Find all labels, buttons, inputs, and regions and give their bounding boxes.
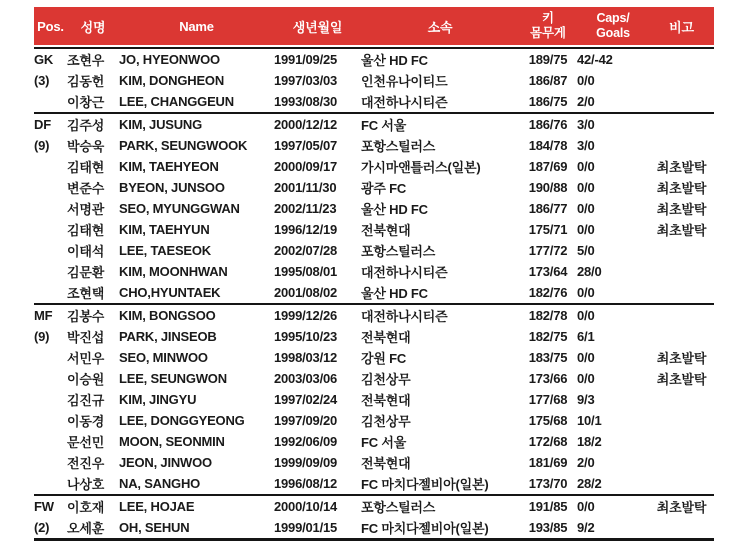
player-remark bbox=[649, 91, 714, 112]
player-name-ko: 조현우 bbox=[67, 47, 119, 70]
player-name-en: MOON, SEONMIN bbox=[119, 434, 225, 449]
player-caps-goals: 0/0 bbox=[577, 371, 595, 386]
player-name-ko: 전진우 bbox=[67, 456, 105, 471]
header-goals-line: Goals bbox=[596, 26, 630, 40]
player-birthdate: 2003/03/06 bbox=[274, 371, 338, 386]
header-birthdate: 생년월일 bbox=[274, 7, 361, 45]
section-code: GK bbox=[34, 47, 67, 70]
player-height-weight: 177/72 bbox=[528, 243, 568, 258]
section-count: (2) bbox=[34, 517, 67, 541]
table-row bbox=[34, 473, 714, 494]
player-height-weight: 187/69 bbox=[528, 159, 568, 174]
player-name-ko: 박승욱 bbox=[67, 139, 105, 154]
player-caps-goals: 2/0 bbox=[577, 455, 595, 470]
player-name-en: JO, HYEONWOO bbox=[119, 47, 274, 70]
player-height-weight: 184/78 bbox=[528, 138, 568, 153]
table-row bbox=[34, 517, 714, 541]
player-name-ko: 김주성 bbox=[67, 112, 119, 135]
pos-cell bbox=[34, 347, 67, 368]
player-remark bbox=[649, 70, 714, 91]
player-name-en: KIM, TAEHYUN bbox=[119, 222, 210, 237]
table-row bbox=[34, 261, 714, 282]
player-name-ko: 나상호 bbox=[67, 477, 105, 492]
table-row bbox=[34, 368, 714, 389]
player-remark: 최초발탁 bbox=[656, 202, 707, 217]
player-caps-goals: 0/0 bbox=[577, 180, 595, 195]
pos-cell bbox=[34, 368, 67, 389]
player-club: 김천상무 bbox=[361, 414, 411, 429]
player-caps-goals: 6/1 bbox=[577, 329, 595, 344]
player-club: 울산 HD FC bbox=[361, 286, 428, 301]
player-caps-goals: 0/0 bbox=[577, 159, 595, 174]
table-row bbox=[34, 410, 714, 431]
player-name-en: SEO, MINWOO bbox=[119, 350, 208, 365]
player-remark: 최초발탁 bbox=[649, 494, 714, 517]
player-name-ko: 김태현 bbox=[67, 223, 105, 238]
player-remark bbox=[649, 112, 714, 135]
header-club: 소속 bbox=[361, 7, 519, 45]
section-count: (9) bbox=[34, 329, 50, 344]
player-caps-goals: 28/0 bbox=[577, 264, 602, 279]
section-code: DF bbox=[34, 112, 67, 135]
player-club: 포항스틸러스 bbox=[361, 139, 436, 154]
player-club: 울산 HD FC bbox=[361, 202, 428, 217]
player-club: 전북현대 bbox=[361, 223, 411, 238]
player-name-en: PARK, SEUNGWOOK bbox=[119, 138, 248, 153]
table-row bbox=[34, 282, 714, 303]
player-remark: 최초발탁 bbox=[656, 223, 707, 238]
player-height-weight: 181/69 bbox=[528, 455, 568, 470]
player-name-ko: 문선민 bbox=[67, 435, 105, 450]
player-birthdate: 1995/10/23 bbox=[274, 329, 338, 344]
table-row bbox=[34, 494, 714, 517]
player-name-en: PARK, JINSEOB bbox=[119, 329, 217, 344]
pos-cell bbox=[34, 177, 67, 198]
player-birthdate: 2001/08/02 bbox=[274, 285, 338, 300]
player-club: FC 마치다젤비아(일본) bbox=[361, 477, 489, 492]
player-height-weight: 173/64 bbox=[528, 264, 568, 279]
section-code: MF bbox=[34, 303, 67, 326]
table-row bbox=[34, 431, 714, 452]
player-birthdate: 1999/01/15 bbox=[274, 517, 361, 541]
header-name-en: Name bbox=[119, 7, 274, 45]
player-club: FC 서울 bbox=[361, 435, 407, 450]
player-height-weight: 193/85 bbox=[519, 517, 577, 541]
player-height-weight: 177/68 bbox=[528, 392, 568, 407]
squad-roster-table-container bbox=[34, 7, 714, 541]
player-name-en: LEE, TAESEOK bbox=[119, 243, 211, 258]
player-club: 대전하나시티즌 bbox=[361, 265, 448, 280]
roster-body bbox=[34, 45, 714, 541]
player-club: 전북현대 bbox=[361, 393, 411, 408]
player-name-en: CHO,HYUNTAEK bbox=[119, 285, 221, 300]
player-height-weight: 191/85 bbox=[519, 494, 577, 517]
player-height-weight: 186/77 bbox=[528, 201, 568, 216]
player-caps-goals: 0/0 bbox=[577, 285, 595, 300]
player-name-en: KIM, BONGSOO bbox=[119, 303, 274, 326]
table-row bbox=[34, 70, 714, 91]
player-height-weight: 186/87 bbox=[528, 73, 568, 88]
player-caps-goals: 3/0 bbox=[577, 138, 595, 153]
player-birthdate: 1991/09/25 bbox=[274, 47, 361, 70]
player-remark: 최초발탁 bbox=[656, 181, 707, 196]
player-birthdate: 1998/03/12 bbox=[274, 350, 338, 365]
table-row bbox=[34, 240, 714, 261]
player-birthdate: 1995/08/01 bbox=[274, 264, 338, 279]
player-club: 대전하나시티즌 bbox=[361, 303, 519, 326]
player-height-weight: 182/75 bbox=[528, 329, 568, 344]
player-remark bbox=[649, 47, 714, 70]
table-row bbox=[34, 156, 714, 177]
pos-cell bbox=[34, 91, 67, 112]
section-count: (9) bbox=[34, 138, 50, 153]
pos-cell bbox=[34, 198, 67, 219]
player-name-en: KIM, TAEHYEON bbox=[119, 159, 219, 174]
section-count: (3) bbox=[34, 73, 50, 88]
player-height-weight: 182/76 bbox=[528, 285, 568, 300]
player-remark: 최초발탁 bbox=[656, 160, 707, 175]
player-name-en: LEE, SEUNGWON bbox=[119, 371, 227, 386]
player-height-weight: 189/75 bbox=[519, 47, 577, 70]
player-name-ko: 이호재 bbox=[67, 494, 119, 517]
header-name-ko: 성명 bbox=[67, 7, 119, 45]
player-remark bbox=[649, 303, 714, 326]
player-height-weight: 175/71 bbox=[528, 222, 568, 237]
player-caps-goals: 9/3 bbox=[577, 392, 595, 407]
player-remark bbox=[649, 410, 714, 431]
player-remark bbox=[649, 452, 714, 473]
player-caps-goals: 42/-42 bbox=[577, 47, 649, 70]
player-remark bbox=[649, 517, 714, 541]
player-remark bbox=[649, 261, 714, 282]
player-birthdate: 2000/10/14 bbox=[274, 494, 361, 517]
player-club: 전북현대 bbox=[361, 456, 411, 471]
player-name-ko: 김문환 bbox=[67, 265, 105, 280]
player-birthdate: 1997/05/07 bbox=[274, 138, 338, 153]
table-header-row bbox=[34, 7, 714, 45]
player-caps-goals: 2/0 bbox=[577, 94, 595, 109]
player-club: 전북현대 bbox=[361, 330, 411, 345]
player-name-ko: 오세훈 bbox=[67, 517, 119, 541]
player-caps-goals: 0/0 bbox=[577, 303, 649, 326]
header-weight-line: 몸무게 bbox=[530, 26, 566, 40]
header-height-weight bbox=[519, 7, 577, 45]
section-code: FW bbox=[34, 494, 67, 517]
table-row bbox=[34, 112, 714, 135]
header-caps-line: Caps/ bbox=[596, 11, 630, 25]
player-name-en: OH, SEHUN bbox=[119, 517, 274, 541]
player-name-en: KIM, JINGYU bbox=[119, 392, 197, 407]
player-club: FC 서울 bbox=[361, 112, 519, 135]
player-caps-goals: 18/2 bbox=[577, 434, 602, 449]
player-remark: 최초발탁 bbox=[656, 351, 707, 366]
table-row bbox=[34, 47, 714, 70]
pos-cell bbox=[34, 473, 67, 494]
player-remark bbox=[649, 282, 714, 303]
player-club: FC 마치다젤비아(일본) bbox=[361, 517, 519, 541]
table-row bbox=[34, 91, 714, 112]
player-caps-goals: 9/2 bbox=[577, 517, 649, 541]
player-remark bbox=[649, 326, 714, 347]
player-height-weight: 173/70 bbox=[528, 476, 568, 491]
player-name-ko: 서민우 bbox=[67, 351, 105, 366]
header-caps-goals bbox=[577, 7, 649, 45]
player-height-weight: 186/76 bbox=[519, 112, 577, 135]
pos-cell bbox=[34, 156, 67, 177]
pos-cell bbox=[34, 452, 67, 473]
table-row bbox=[34, 198, 714, 219]
player-name-ko: 조현택 bbox=[67, 286, 105, 301]
header-pos: Pos. bbox=[34, 7, 67, 45]
player-birthdate: 1999/09/09 bbox=[274, 455, 338, 470]
player-birthdate: 1992/06/09 bbox=[274, 434, 338, 449]
player-name-en: NA, SANGHO bbox=[119, 476, 201, 491]
player-name-en: JEON, JINWOO bbox=[119, 455, 212, 470]
player-name-ko: 이승원 bbox=[67, 372, 105, 387]
player-caps-goals: 0/0 bbox=[577, 73, 595, 88]
player-birthdate: 1993/08/30 bbox=[274, 94, 338, 109]
player-remark bbox=[649, 240, 714, 261]
player-caps-goals: 3/0 bbox=[577, 112, 649, 135]
player-name-ko: 김봉수 bbox=[67, 303, 119, 326]
pos-cell bbox=[34, 261, 67, 282]
player-birthdate: 1997/09/20 bbox=[274, 413, 338, 428]
pos-cell bbox=[34, 389, 67, 410]
player-club: 가시마앤틀러스(일본) bbox=[361, 160, 481, 175]
player-remark bbox=[649, 135, 714, 156]
player-birthdate: 1996/12/19 bbox=[274, 222, 338, 237]
player-name-en: KIM, DONGHEON bbox=[119, 73, 225, 88]
squad-roster-table bbox=[34, 7, 714, 541]
player-birthdate: 2000/09/17 bbox=[274, 159, 338, 174]
table-row bbox=[34, 303, 714, 326]
player-club: 대전하나시티즌 bbox=[361, 95, 448, 110]
player-club: 김천상무 bbox=[361, 372, 411, 387]
player-height-weight: 175/68 bbox=[528, 413, 568, 428]
player-birthdate: 2002/07/28 bbox=[274, 243, 338, 258]
player-name-en: KIM, JUSUNG bbox=[119, 112, 274, 135]
player-name-ko: 이동경 bbox=[67, 414, 105, 429]
player-club: 강원 FC bbox=[361, 351, 407, 366]
player-birthdate: 1996/08/12 bbox=[274, 476, 338, 491]
player-birthdate: 2001/11/30 bbox=[274, 180, 337, 195]
table-row bbox=[34, 177, 714, 198]
player-name-ko: 서명관 bbox=[67, 202, 105, 217]
pos-cell bbox=[34, 240, 67, 261]
player-birthdate: 1999/12/26 bbox=[274, 303, 361, 326]
player-name-ko: 이태석 bbox=[67, 244, 105, 259]
player-birthdate: 1997/03/03 bbox=[274, 73, 338, 88]
table-row bbox=[34, 389, 714, 410]
header-remark: 비고 bbox=[649, 7, 714, 45]
player-caps-goals: 0/0 bbox=[577, 222, 595, 237]
player-club: 인천유나이티드 bbox=[361, 74, 448, 89]
player-caps-goals: 0/0 bbox=[577, 494, 649, 517]
player-name-ko: 박진섭 bbox=[67, 330, 105, 345]
player-height-weight: 183/75 bbox=[528, 350, 568, 365]
player-name-ko: 이창근 bbox=[67, 95, 105, 110]
table-row bbox=[34, 135, 714, 156]
table-row bbox=[34, 347, 714, 368]
player-height-weight: 172/68 bbox=[528, 434, 568, 449]
player-club: 광주 FC bbox=[361, 181, 407, 196]
pos-cell bbox=[34, 410, 67, 431]
player-remark bbox=[649, 431, 714, 452]
player-name-en: SEO, MYUNGGWAN bbox=[119, 201, 240, 216]
player-club: 포항스틸러스 bbox=[361, 494, 519, 517]
player-height-weight: 173/66 bbox=[528, 371, 568, 386]
pos-cell bbox=[34, 282, 67, 303]
player-remark: 최초발탁 bbox=[656, 372, 707, 387]
player-name-ko: 김진규 bbox=[67, 393, 105, 408]
player-name-ko: 변준수 bbox=[67, 181, 105, 196]
player-height-weight: 190/88 bbox=[528, 180, 568, 195]
player-caps-goals: 0/0 bbox=[577, 201, 595, 216]
table-row bbox=[34, 326, 714, 347]
player-caps-goals: 5/0 bbox=[577, 243, 595, 258]
player-name-en: LEE, DONGGYEONG bbox=[119, 413, 245, 428]
pos-cell bbox=[34, 431, 67, 452]
table-row bbox=[34, 452, 714, 473]
player-name-ko: 김태현 bbox=[67, 160, 105, 175]
pos-cell bbox=[34, 219, 67, 240]
player-club: 포항스틸러스 bbox=[361, 244, 436, 259]
player-birthdate: 2000/12/12 bbox=[274, 112, 361, 135]
player-name-en: LEE, HOJAE bbox=[119, 494, 274, 517]
player-club: 울산 HD FC bbox=[361, 47, 519, 70]
player-height-weight: 186/75 bbox=[528, 94, 568, 109]
player-birthdate: 1997/02/24 bbox=[274, 392, 338, 407]
player-name-en: BYEON, JUNSOO bbox=[119, 180, 225, 195]
player-birthdate: 2002/11/23 bbox=[274, 201, 337, 216]
player-caps-goals: 10/1 bbox=[577, 413, 602, 428]
player-remark bbox=[649, 473, 714, 494]
player-height-weight: 182/78 bbox=[519, 303, 577, 326]
table-row bbox=[34, 219, 714, 240]
player-caps-goals: 0/0 bbox=[577, 350, 595, 365]
header-height-line: 키 bbox=[542, 11, 554, 25]
player-name-en: LEE, CHANGGEUN bbox=[119, 94, 234, 109]
player-caps-goals: 28/2 bbox=[577, 476, 602, 491]
player-name-en: KIM, MOONHWAN bbox=[119, 264, 228, 279]
player-name-ko: 김동헌 bbox=[67, 74, 105, 89]
player-remark bbox=[649, 389, 714, 410]
